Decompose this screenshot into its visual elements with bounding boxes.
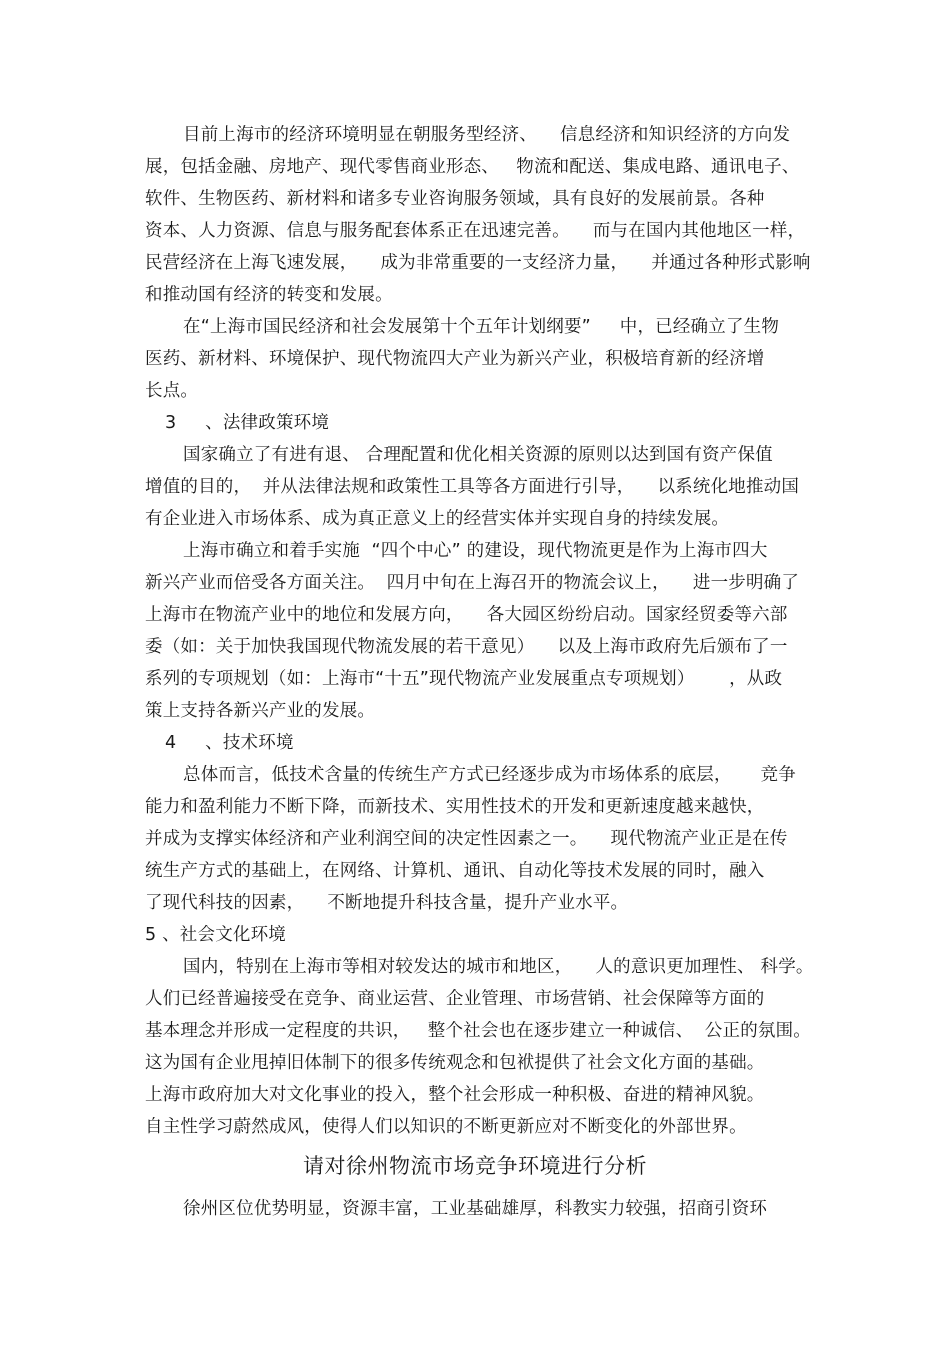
paragraph-line: 有企业进入市场体系、成为真正意义上的经营实体并实现自身的持续发展。: [145, 509, 730, 529]
paragraph-line: 民营经济在上海飞速发展， 成为非常重要的一支经济力量， 并通过各种形式影响: [145, 253, 811, 273]
paragraph-line: 国家确立了有进有退、 合理配置和优化相关资源的原则以达到国有资产保值: [183, 445, 773, 465]
section-heading: 4 、技术环境: [165, 733, 294, 753]
paragraph-line: 目前上海市的经济环境明显在朝服务型经济、 信息经济和知识经济的方向发: [183, 125, 791, 145]
section-heading: 5 、社会文化环境: [145, 925, 286, 945]
paragraph-line: 这为国有企业甩掉旧体制下的很多传统观念和包袱提供了社会文化方面的基础。: [145, 1053, 765, 1073]
paragraph-line: 增值的目的， 并从法律法规和政策性工具等各方面进行引导， 以系统化地推动国: [145, 477, 800, 497]
paragraph-line: 徐州区位优势明显，资源丰富，工业基础雄厚，科教实力较强，招商引资环: [183, 1199, 768, 1219]
paragraph-line: 上海市政府加大对文化事业的投入，整个社会形成一种积极、奋进的精神风貌。: [145, 1085, 765, 1105]
paragraph-line: 新兴产业而倍受各方面关注。 四月中旬在上海召开的物流会议上， 进一步明确了: [145, 573, 800, 593]
paragraph-line: 能力和盈利能力不断下降，而新技术、实用性技术的开发和更新速度越来越快，: [145, 797, 765, 817]
paragraph-line: 和推动国有经济的转变和发展。: [145, 285, 393, 305]
paragraph-line: 了现代科技的因素， 不断地提升科技含量，提升产业水平。: [145, 893, 629, 913]
paragraph-line: 系列的专项规划（如：上海市“十五”现代物流产业发展重点专项规划） ，从政: [145, 669, 783, 689]
question-heading: 请对徐州物流市场竞争环境进行分析: [303, 1154, 647, 1178]
paragraph-line: 自主性学习蔚然成风，使得人们以知识的不断更新应对不断变化的外部世界。: [145, 1117, 747, 1137]
paragraph-line: 医药、新材料、环境保护、现代物流四大产业为新兴产业，积极培育新的经济增: [145, 349, 765, 369]
paragraph-line: 长点。: [145, 381, 199, 401]
paragraph-line: 人们已经普遍接受在竞争、商业运营、企业管理、市场营销、社会保障等方面的: [145, 989, 765, 1009]
paragraph-line: 资本、人力资源、信息与服务配套体系正在迅速完善。 而与在国内其他地区一样，: [145, 221, 806, 241]
paragraph-line: 并成为支撑实体经济和产业利润空间的决定性因素之一。 现代物流产业正是在传: [145, 829, 788, 849]
paragraph-line: 展，包括金融、房地产、现代零售商业形态、 物流和配送、集成电路、通讯电子、: [145, 157, 800, 177]
paragraph-line: 统生产方式的基础上，在网络、计算机、通讯、自动化等技术发展的同时，融入: [145, 861, 765, 881]
paragraph-line: 国内，特别在上海市等相对较发达的城市和地区， 人的意识更加理性、 科学。: [183, 957, 814, 977]
paragraph-line: 上海市确立和着手实施 “四个中心” 的建设，现代物流更是作为上海市四大: [183, 541, 768, 561]
paragraph-line: 上海市在物流产业中的地位和发展方向， 各大园区纷纷启动。国家经贸委等六部: [145, 605, 788, 625]
paragraph-line: 软件、生物医药、新材料和诸多专业咨询服务领域，具有良好的发展前景。各种: [145, 189, 765, 209]
section-heading: 3 、法律政策环境: [165, 413, 330, 433]
paragraph-line: 总体而言，低技术含量的传统生产方式已经逐步成为市场体系的底层， 竞争: [183, 765, 796, 785]
paragraph-line: 委（如：关于加快我国现代物流发展的若干意见） 以及上海市政府先后颁布了一: [145, 637, 788, 657]
paragraph-line: 基本理念并形成一定程度的共识， 整个社会也在逐步建立一种诚信、 公正的氛围。: [145, 1021, 812, 1041]
paragraph-line: 策上支持各新兴产业的发展。: [145, 701, 376, 721]
paragraph-line: 在“上海市国民经济和社会发展第十个五年计划纲要” 中，已经确立了生物: [183, 317, 780, 337]
